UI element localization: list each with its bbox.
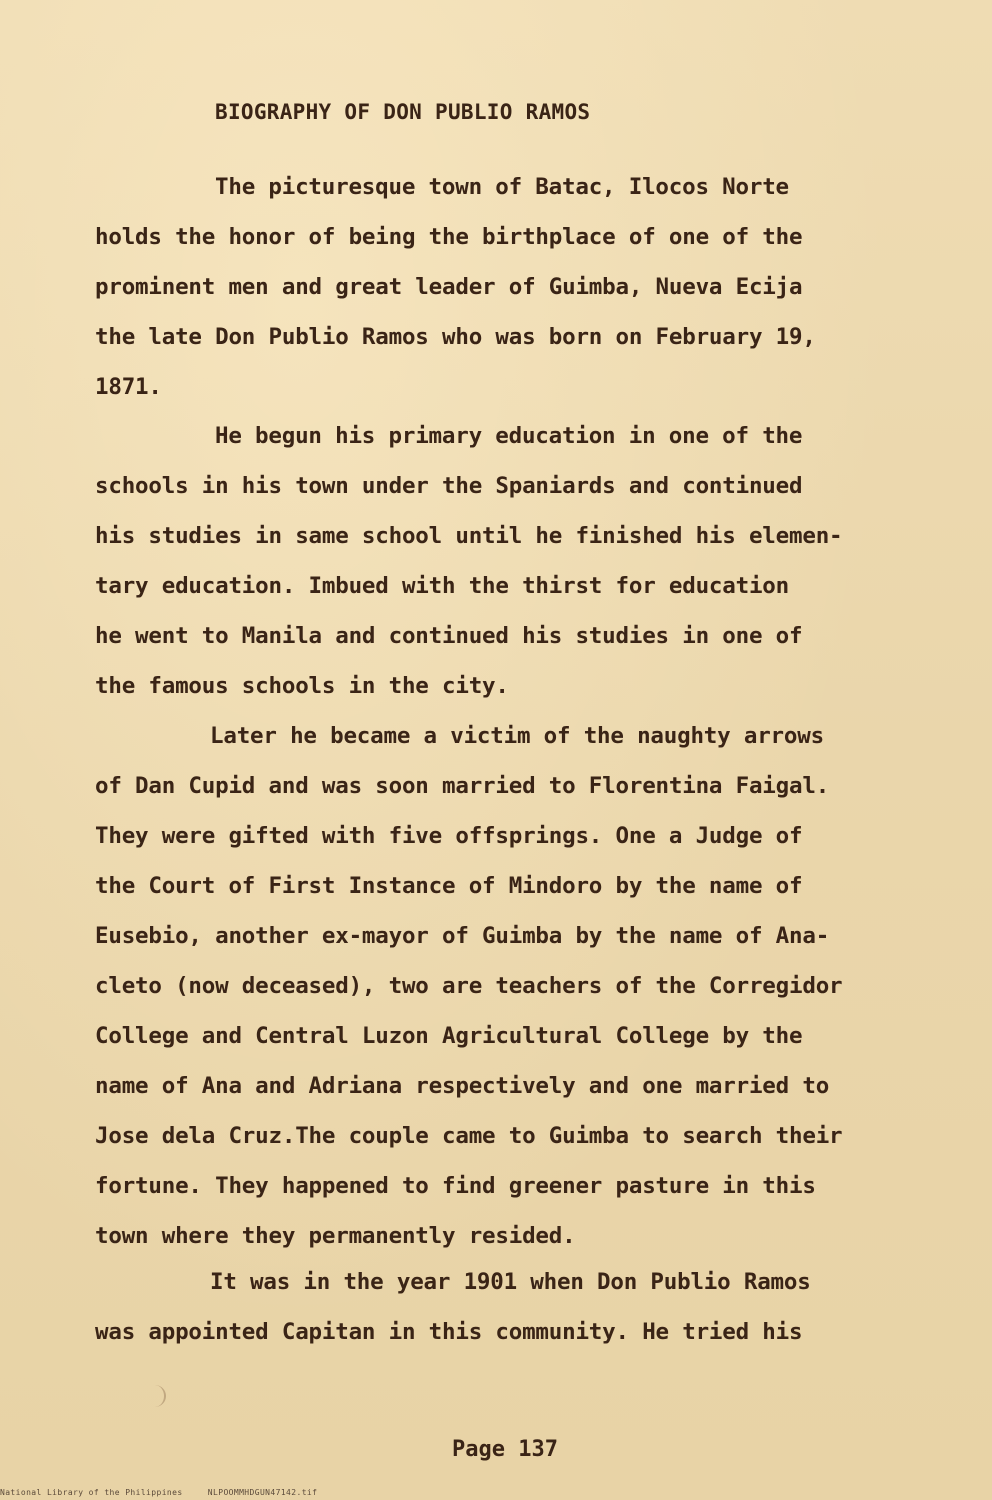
text-line: the late Don Publio Ramos who was born on February 19, <box>95 324 816 350</box>
text-line: town where they permanently resided. <box>95 1223 576 1249</box>
text-line: the Court of First Instance of Mindoro by the name of <box>95 873 803 899</box>
text-line: name of Ana and Adriana respectively and one married to <box>95 1073 830 1099</box>
text-line: the famous schools in the city. <box>95 673 509 699</box>
text-line: Jose dela Cruz.The couple came to Guimba to search their <box>95 1123 843 1149</box>
document-title: BIOGRAPHY OF DON PUBLIO RAMOS <box>215 100 591 124</box>
text-line: tary education. Imbued with the thirst for education <box>95 573 789 599</box>
text-line: was appointed Capitan in this community. He tried his <box>95 1319 803 1345</box>
paragraph-2 <box>95 411 925 711</box>
text-line: It was in the year 1901 when Don Publio Ramos <box>210 1269 811 1295</box>
scan-footer <box>0 1488 337 1497</box>
footer-filename: NLPOOMMHDGUN47142.tif <box>207 1488 318 1497</box>
footer-library: National Library of the Philippines <box>0 1488 183 1497</box>
text-line: 1871. <box>95 374 162 400</box>
text-line: cleto (now deceased), two are teachers of the Corregidor <box>95 973 843 999</box>
text-line: Eusebio, another ex-mayor of Guimba by the name of Ana- <box>95 923 830 949</box>
text-line: prominent men and great leader of Guimba, Nueva Ecija <box>95 274 803 300</box>
text-line: College and Central Luzon Agricultural College by the <box>95 1023 803 1049</box>
text-line: holds the honor of being the birthplace of one of the <box>95 224 803 250</box>
text-line: He begun his primary education in one of the <box>215 423 803 449</box>
paragraph-1 <box>95 162 925 412</box>
paper-mark <box>150 1385 166 1407</box>
text-line: of Dan Cupid and was soon married to Florentina Faigal. <box>95 773 830 799</box>
text-line: his studies in same school until he finished his elemen- <box>95 523 843 549</box>
text-line: The picturesque town of Batac, Ilocos Norte <box>215 174 789 200</box>
text-line: They were gifted with five offsprings. One a Judge of <box>95 823 803 849</box>
page-number: Page 137 <box>452 1437 558 1462</box>
text-line: schools in his town under the Spaniards and continued <box>95 473 803 499</box>
text-line: fortune. They happened to find greener pasture in this <box>95 1173 816 1199</box>
text-line: Later he became a victim of the naughty arrows <box>210 723 824 749</box>
paragraph-4 <box>95 1257 925 1357</box>
text-line: he went to Manila and continued his studies in one of <box>95 623 803 649</box>
paragraph-3 <box>95 711 925 1261</box>
